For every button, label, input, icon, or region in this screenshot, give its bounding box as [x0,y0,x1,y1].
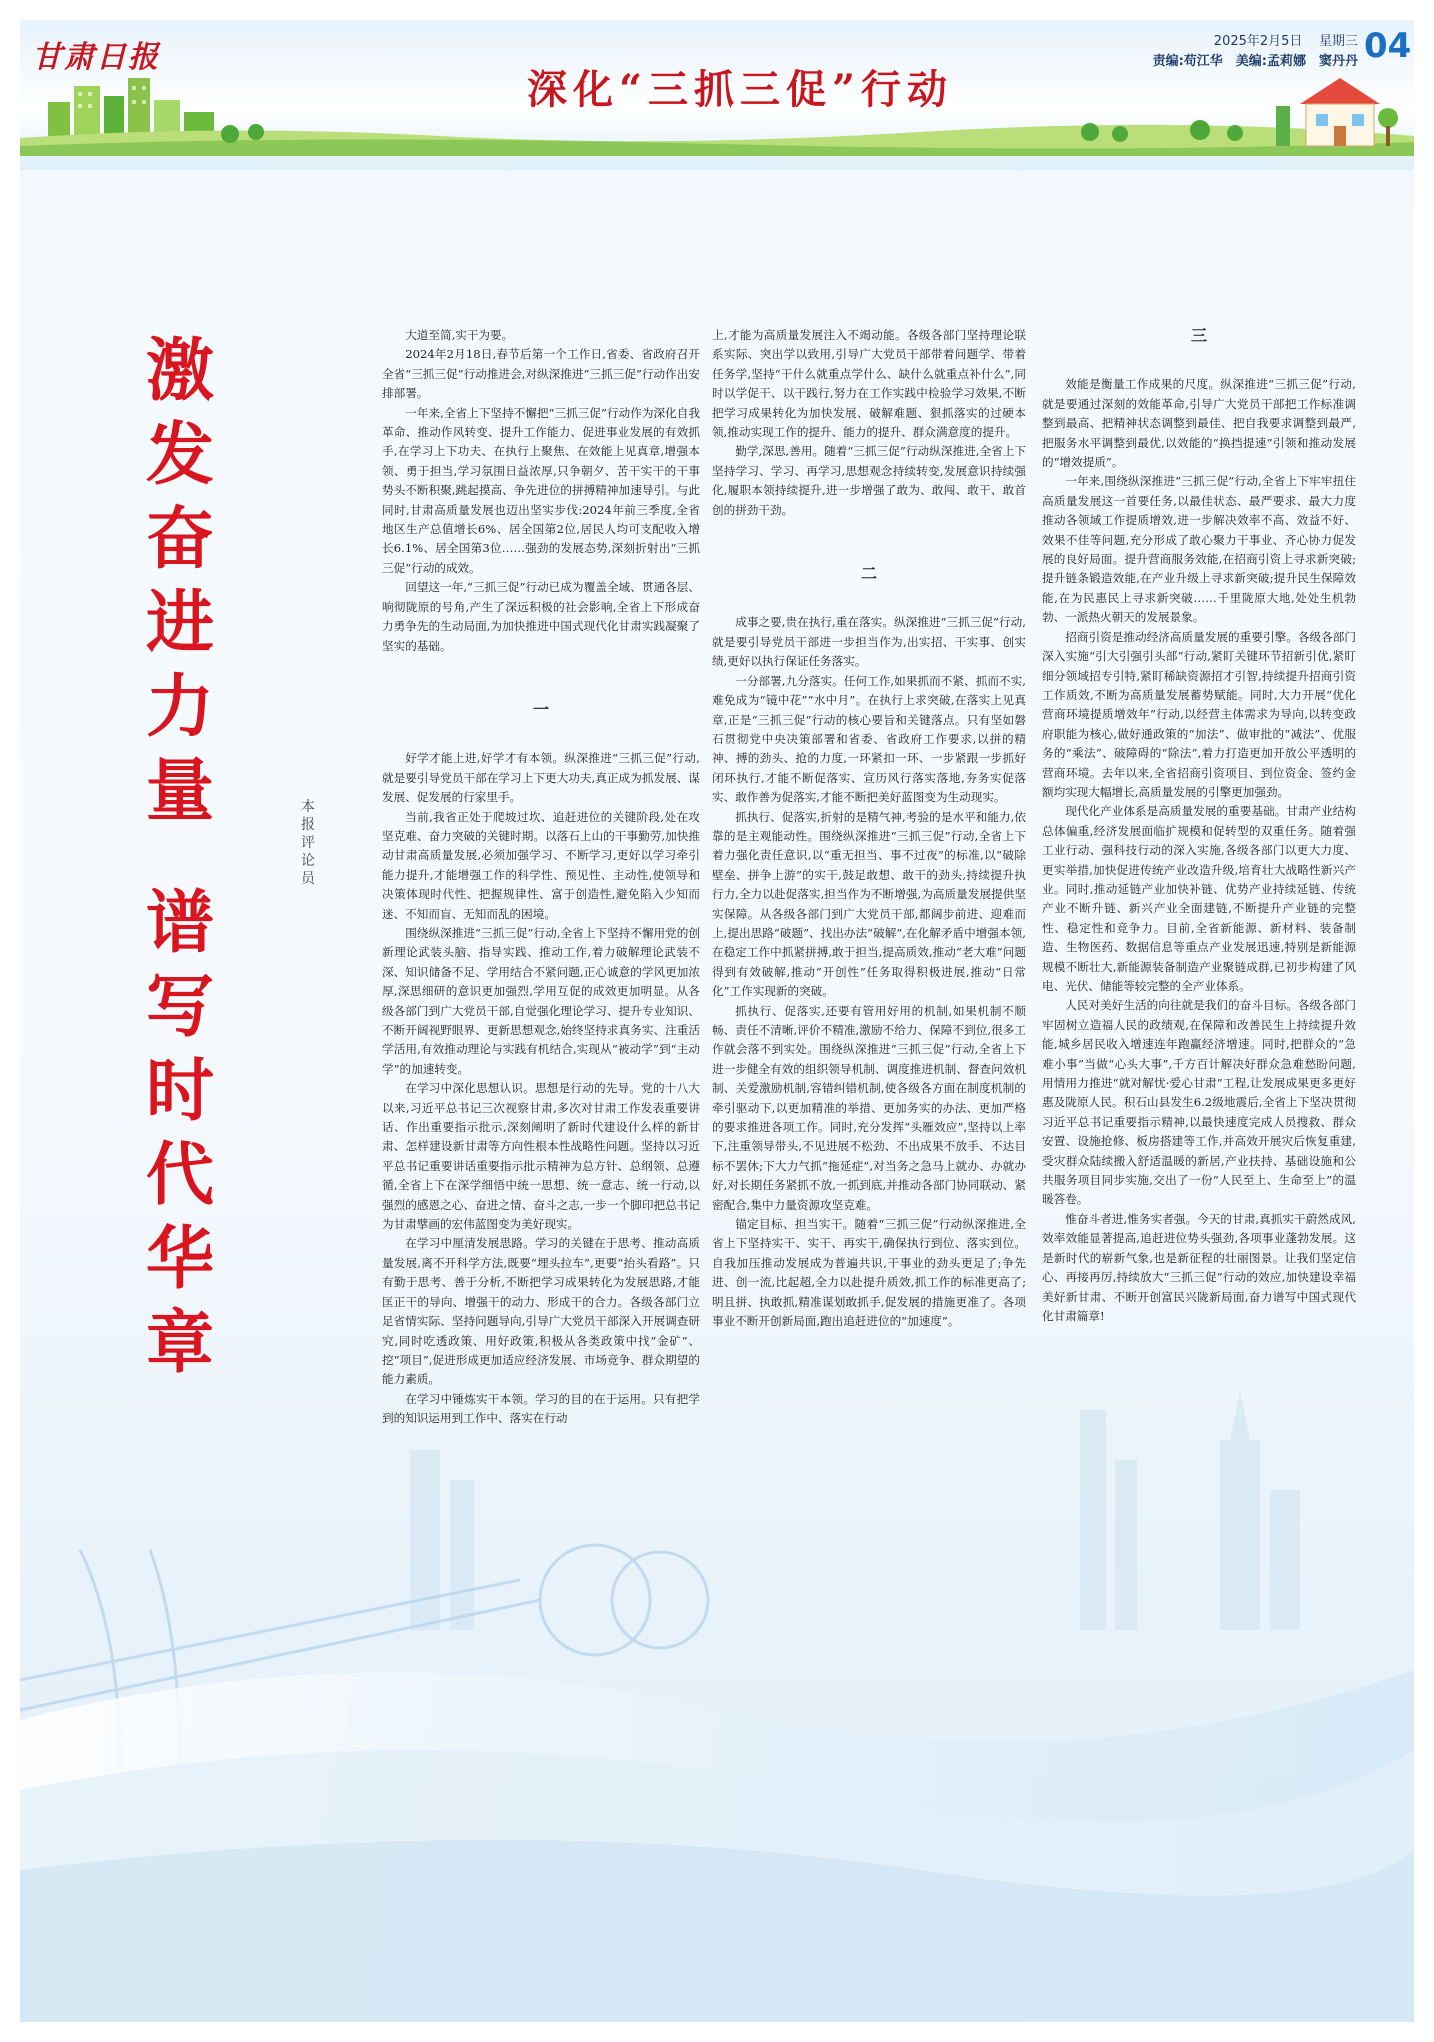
page-number: 04 [1364,26,1412,66]
headline-char: 时 [145,1052,214,1131]
section-heading-2: 二 [860,564,877,584]
paragraph: 锚定目标、担当实干。随着“三抓三促”行动纵深推进,全省上下坚持实干、实干、再实干,确保执行到位、落实到位。自我加压推动发展成为普遍共识,干事业的劲头更足了;争先进、创一流,比起超,全力以赴提升质效,抓工作的标准更高了;明且拼、执敢抓,精准谋划敢抓手,促发展的措施更准了。各项事业不断开创新局面,跑出追赶进位的“加速度”。 [712,1217,1026,1329]
issue-date-row [1138,32,1358,52]
newspaper-logo: 甘肃日报 [32,40,160,75]
section-heading-3: 三 [1190,326,1207,345]
headline-char: 章 [145,1304,214,1383]
page-header [20,20,1414,170]
newspaper-page [20,20,1414,2022]
paragraph: 回望这一年,“三抓三促”行动已成为覆盖全域、贯通各层、响彻陇原的号角,产生了深远积极的社会影响,全省上下形成奋力勇争先的生动局面,为加快推进中国式现代化甘肃实践凝聚了坚实的基础。 [382,580,700,653]
green-landscape-strip [20,118,1414,156]
headline-char: 发 [145,416,214,495]
headline-char: 力 [145,668,214,747]
section-title: 深化“三抓三促”行动 [526,66,953,113]
headline-char: 华 [145,1220,214,1299]
headline-char: 写 [145,968,214,1047]
issue-date: 2025年2月5日 [1213,34,1303,49]
article-headline [140,330,220,1386]
headline-char: 进 [145,584,214,663]
paragraph: 当前,我省正处于爬坡过坎、追赶进位的关键阶段,处在攻坚克难、奋力突破的关键时期。以落石上山的干事勤劳,加快推动甘肃高质量发展,必须加强学习、不断学习,更好以学习牵引能力提升,才能增强工作的科学性、预见性、主动性,使领导和决策体现时代性、把握规律性、富于创造性,避免陷入少知而迷、不知而盲、无知而乱的困境。 [382,809,700,921]
headline-char: 谱 [145,884,214,963]
paragraph: 抓执行、促落实,折射的是精气神,考验的是水平和能力,依靠的是主观能动性。围绕纵深推进“三抓三促”行动,全省上下着力强化责任意识,以“重无担当、事不过夜”的标准,以“破除壁垒、拼争上游”的实干,鼓足敢想、敢干的劲头,持续提升执行力,全力以赴促落实,担当作为不断增强,为高质量发展提供坚实保障。从各级各部门到广大党员干部,都阔步前进、迎难而上,提出思路“破题”、找出办法“破解”,在化解矛盾中增强本领,在稳定工作中抓紧拼搏,敢于担当,提高质效,推动“老大难”问题得到有效破解,推动“开创性”任务取得积极进展,推动“日常化”工作实现新的突破。 [712,809,1026,999]
issue-weekday: 星期三 [1318,34,1358,49]
byline-char: 报 [301,817,315,833]
paragraph: 现代化产业体系是高质量发展的重要基础。甘肃产业结构总体偏重,经济发展面临扩规模和促转型的双重任务。随着强工业行动、强科技行动的深入实施,各级各部门以更大力度、更实举措,加快促进传统产业改造升级,培育壮大战略性新兴产业。同时,推动延链产业加快补链、优势产业持续延链、传统产业不断升链、新兴产业全面建链,不断提升产业链的完整性、稳定性和竞争力。目前,全省新能源、新材料、装备制造、生物医药、数据信息等重点产业发展迅速,特别是新能源规模不断壮大,新能源装备制造产业聚链成群,已初步构建了风电、光伏、储能等较完整的全产业体系。 [1042,804,1356,993]
editor-credits: 责编:苟江华 美编:孟莉娜 窦丹丹 [1152,54,1358,69]
paragraph: 在学习中厘清发展思路。学习的关键在于思考、推动高质量发展,离不开科学方法,既要“埋头拉车”,更要“抬头看路”。只有勤于思考、善于分析,不断把学习成果转化为发展思路,才能匡正干的导向、增强干的动力、形成干的合力。各级各部门立足省情实际、坚持问题导向,引导广大党员干部深入开展调查研究,同时吃透政策、用好政策,积极从各类政策中找“金矿”、挖“项目”,促进形成更加适应经济发展、市场竞争、群众期望的能力素质。 [382,1236,700,1387]
paragraph: 勤学,深思,善用。随着“三抓三促”行动纵深推进,全省上下坚持学习、学习、再学习,思想观念持续转变,发展意识持续强化,履职本领持续提升,进一步增强了敢为、敢闯、敢干、敢首创的拼劲干劲。 [712,444,1026,517]
paragraph: 在学习中深化思想认识。思想是行动的先导。党的十八大以来,习近平总书记三次视察甘肃,多次对甘肃工作发表重要讲话、作出重要指示批示,深刻阐明了新时代建设什么样的新甘肃、怎样建设新甘肃等方向性根本性战略性问题。坚持以习近平总书记重要讲话重要指示批示精神为总方针、总纲领、总遵循,全省上下在深学细悟中统一思想、统一意志、统一行动,以强烈的感恩之心、奋进之情、奋斗之志,一步一个脚印把总书记为甘肃擘画的宏伟蓝图变为美好现实。 [382,1081,700,1232]
byline-char: 论 [301,853,315,869]
paragraph: 成事之要,贵在执行,重在落实。纵深推进“三抓三促”行动,就是要引导党员干部进一步担当作为,出实招、干实事、创实绩,更好以执行保证任务落实。 [712,615,1026,669]
cityscape-background-illustration [20,1250,1414,2022]
house-illustration [1270,70,1400,158]
paragraph: 招商引资是推动经济高质量发展的重要引擎。各级各部门深入实施“引大引强引头部”行动,紧盯关键环节招新引优,紧盯细分领域招专引特,紧盯稀缺资源招才引智,持续提升招商引资工作质效,不断为高质量发展蓄势赋能。同时,大力开展“优化营商环境提质增效年”行动,以经营主体需求为导向,以转变政府职能为核心,做好通政策的“加法”、做审批的“减法”、优服务的“乘法”、破障碍的“除法”,着力打造更加开放公平透明的营商环境。去年以来,全省招商引资项目、到位资金、签约金额均实现大幅增长,高质量发展的引擎更加强劲。 [1042,629,1356,799]
paragraph: 上,才能为高质量发展注入不竭动能。各级各部门坚持理论联系实际、突出学以致用,引导广大党员干部带着问题学、带着任务学,坚持“干什么就重点学什么、缺什么就重点补什么”,同时以学促干、以干践行,努力在工作实践中检验学习效果,不断把学习成果转化为加快发展、破解难题、狠抓落实的过硬本领,推动实现工作的提升、能力的提升、群众满意度的提升。 [712,328,1026,440]
paragraph: 在学习中锤炼实干本领。学习的目的在于运用。只有把学到的知识运用到工作中、落实在行动 [382,1391,700,1426]
paragraph: 好学才能上进,好学才有本领。纵深推进“三抓三促”行动,就是要引导党员干部在学习上下更大功夫,真正成为抓发展、谋发展、促发展的行家里手。 [382,751,700,805]
issue-meta [1138,32,1358,72]
paragraph: 人民对美好生活的向往就是我们的奋斗目标。各级各部门牢固树立造福人民的政绩观,在保障和改善民生上持续提升效能,城乡居民收入增速连年跑赢经济增速。同时,把群众的“急难小事”当做“心头大事”,千方百计解决好群众急难愁盼问题,用情用力推进“就对解忧·爱心甘肃”工程,让发展成果更多更好惠及陇原人民。积石山县发生6.2级地震后,全省上下坚决贯彻习近平总书记重要指示精神,以最快速度完成人员搜救、群众安置、设施抢修、板房搭建等工作,并高效开展灾后恢复重建,受灾群众陆续搬入舒适温暖的新居,产业扶持、基础设施和公共服务项目同步实施,交出了一份“人民至上、生命至上”的温暖答卷。 [1042,998,1356,1207]
byline-char: 本 [301,799,315,815]
paragraph: 惟奋斗者进,惟务实者强。今天的甘肃,真抓实干蔚然成风,效率效能显著提高,追赶进位势头强劲,各项事业蓬勃发展。这是新时代的崭新气象,也是新征程的壮丽图景。让我们坚定信心、再接再厉,持续放大“三抓三促”行动的效应,加快建设幸福美好新甘肃、不断开创富民兴陇新局面,奋力谱写中国式现代化甘肃篇章! [1042,1211,1356,1323]
paragraph: 一年来,全省上下坚持不懈把“三抓三促”行动作为深化自我革命、推动作风转变、提升工作能力、促进事业发展的有效抓手,在学习上下功夫、在执行上聚焦、在效能上见真章,增强本领、勇于担当,学习氛围日益浓厚,只争朝夕、苦干实干的干事势头不断积聚,跳起摸高、争先进位的拼搏精神加速导引。与此同时,甘肃高质量发展也迈出坚实步伐:2024年前三季度,全省地区生产总值增长6%、居全国第2位,居民人均可支配收入增长6.1%、居全国第3位……强劲的发展态势,深刻折射出“三抓三促”行动的成效。 [382,405,700,575]
article-column-2 [712,326,1026,1332]
section-heading-1: 一 [532,699,549,719]
article-byline [298,798,318,888]
paragraph: 围绕纵深推进“三抓三促”行动,全省上下坚持不懈用党的创新理论武装头脑、指导实践、推动工作,着力破解理论武装不深、知识储备不足、学用结合不紧问题,正心诚意的学风更加浓厚,深思细研的意识更加强烈,学用互促的成效更加明显。从各级各部门到广大党员干部,自觉强化理论学习、提升专业知识、不断开阔视野眼界、更新思想观念,始终坚持求真务实、注重活学活用,有效推动理论与实践有机结合,实现从“被动学”到“主动学”的加速转变。 [382,925,700,1076]
paragraph: 一分部署,九分落实。任何工作,如果抓而不紧、抓而不实,难免成为“镜中花”“水中月”。在执行上求突破,在落实上见真章,正是“三抓三促”行动的核心要旨和关键落点。只有坚如磐石贯彻党中央决策部署和省委、省政府工作要求,以拼的精神、搏的劲头、抢的力度,一环紧扣一环、一步紧跟一步抓好闭环执行,才能不断促落实、宣历风行落实落地,夯务实促落实、敢作善为促落实,才能不断把美好蓝图变为生动现实。 [712,673,1026,805]
headline-char: 代 [145,1136,214,1215]
paragraph: 2024年2月18日,春节后第一个工作日,省委、省政府召开全省“三抓三促”行动推进会,对纵深推进“三抓三促”行动作出安排部署。 [382,347,700,401]
paragraph: 大道至简,实干为要。 [405,328,514,342]
headline-char: 量 [145,752,214,831]
article-column-3 [1042,326,1356,1326]
headline-char: 奋 [145,500,214,579]
byline-char: 员 [301,871,315,887]
paragraph: 效能是衡量工作成果的尺度。纵深推进“三抓三促”行动,就是要通过深刻的效能革命,引导广大党员干部把工作标准调整到最高、把精神状态调整到最佳、把自我要求调整到最严,把服务水平调整到最优,以效能的“换挡提速”引领和推动发展的“增效提质”。 [1042,377,1356,470]
paragraph: 一年来,围绕纵深推进“三抓三促”行动,全省上下牢牢扭住高质量发展这一首要任务,以最佳状态、最严要求、最大力度推动各领域工作提质增效,进一步解决效率不高、效益不好、效果不佳等问题,充分形成了敢心聚力干事业、齐心协力促发展的良好局面。提升营商服务效能,在招商引资上寻求新突破;提升链条锻造效能,在产业升级上寻求新突破;提升民生保障效能,在为民惠民上寻求新突破……千里陇原大地,处处生机勃勃、一派热火朝天的发展景象。 [1042,474,1356,625]
paragraph: 抓执行、促落实,还要有管用好用的机制,如果机制不顺畅、责任不清晰,评价不精准,激励不给力、保障不到位,很多工作就会落不到实处。围绕纵深推进“三抓三促”行动,全省上下进一步健全有效的组织领导机制、调度推进机制、督查问效机制、关爱激励机制,容错纠错机制,使各级各方面在制度机制的牵引驱动下,以更加精准的举措、更加务实的办法、更加严格的要求推进各项工作。同时,充分发挥“头雁效应”,坚持以上率下,注重领导带头,不见进展不松劲、不出成果不放手、不达目标不罢休;下大力气抓“拖延症”,对当务之急马上就办、办就办好,对长期任务紧抓不放,一抓到底,并推动各部门协同联动、紧密配合,集中力量资源攻坚克难。 [712,1003,1026,1212]
headline-char: 激 [145,332,214,411]
byline-char: 评 [301,835,315,851]
